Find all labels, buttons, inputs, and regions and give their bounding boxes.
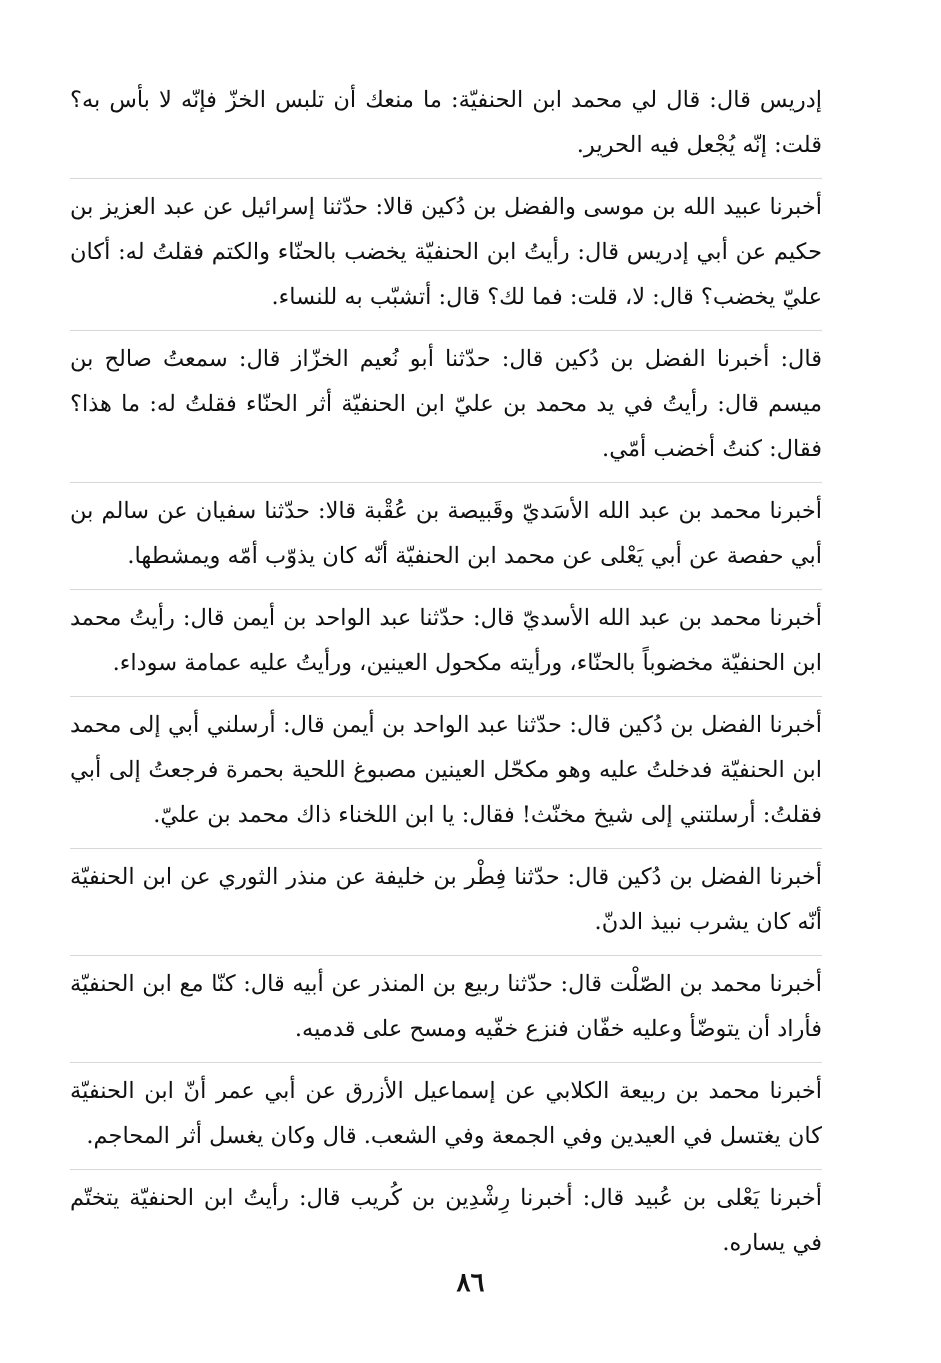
paragraph-10: أخبرنا يَعْلى بن عُبيد قال: أخبرنا رِشْدِين بن كُريب قال: رأيتُ ابن الحنفيّة يتختّم في يساره. <box>70 1185 822 1256</box>
paragraph-2: أخبرنا عبيد الله بن موسى والفضل بن دُكين قالا: حدّثنا إسرائيل عن عبد العزيز بن حكيم عن أبي إدريس قال: رأيتُ ابن الحنفيّة يخضب بالحنّاء والكتم فقلتُ له: أكان عليّ يخضب؟ قال: لا، قلت: فما لك؟ قال: أتشبّب به للنساء. <box>70 185 822 331</box>
paragraph-1: إدريس قال: قال لي محمد ابن الحنفيّة: ما منعك أن تلبس الخزّ فإنّه لا بأس به؟ قلت: إنّه يُجْعل فيه الحرير. <box>70 78 822 179</box>
paragraph-6: أخبرنا الفضل بن دُكين قال: حدّثنا عبد الواحد بن أيمن قال: أرسلني أبي إلى محمد ابن الحنفيّة فدخلتُ عليه وهو مكحّل العينين مصبوغ اللحية بحمرة فرجعتُ إلى أبي فقلتُ: أرسلتني إلى شيخ مخنّث! فقال: يا ابن اللخناء ذاك محمد بن عليّ. <box>70 703 822 849</box>
paragraph-3: قال: أخبرنا الفضل بن دُكين قال: حدّثنا أبو نُعيم الخزّاز قال: سمعتُ صالح بن ميسم قال: رأيتُ في يد محمد بن عليّ ابن الحنفيّة أثر الحنّاء فقلتُ له: ما هذا؟ فقال: كنتُ أخضب أمّي. <box>70 337 822 483</box>
paragraph-4: أخبرنا محمد بن عبد الله الأسَديّ وقَبيصة بن عُقْبة قالا: حدّثنا سفيان عن سالم بن أبي حفصة عن أبي يَعْلى عن محمد ابن الحنفيّة أنّه كان يذوّب أمّه ويمشطها. <box>70 489 822 590</box>
paragraph-7: أخبرنا الفضل بن دُكين قال: حدّثنا فِطْر بن خليفة عن منذر الثوري عن ابن الحنفيّة أنّه كان يشرب نبيذ الدنّ. <box>70 855 822 956</box>
paragraph-5: أخبرنا محمد بن عبد الله الأسديّ قال: حدّثنا عبد الواحد بن أيمن قال: رأيتُ محمد ابن الحنفيّة مخضوباً بالحنّاء، ورأيته مكحول العينين، ورأيتُ عليه عمامة سوداء. <box>70 596 822 697</box>
page-body <box>70 78 822 1282</box>
paragraph-8: أخبرنا محمد بن الصّلْت قال: حدّثنا ربيع بن المنذر عن أبيه قال: كنّا مع ابن الحنفيّة فأراد أن يتوضّأ وعليه خفّان فنزع خفّيه ومسح على قدميه. <box>70 962 822 1063</box>
paragraph-9: أخبرنا محمد بن ربيعة الكلابي عن إسماعيل الأزرق عن أبي عمر أنّ ابن الحنفيّة كان يغتسل في العيدين وفي الجمعة وفي الشعب. قال وكان يغسل أثر المحاجم. <box>70 1069 822 1170</box>
page-number: ٨٦ <box>456 1268 485 1298</box>
